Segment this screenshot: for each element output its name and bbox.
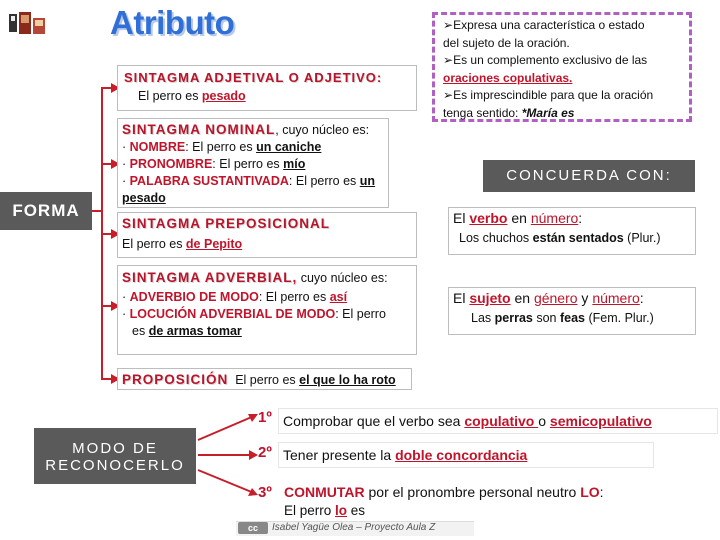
nominal-item: · NOMBRE: El perro es un caniche [122, 140, 322, 154]
definition-line: del sujeto de la oración. [443, 35, 570, 50]
preposicional-heading: SINTAGMA PREPOSICIONAL [122, 216, 331, 231]
modo-label: MODO DE RECONOCERLO [34, 428, 196, 484]
proposicion-box [117, 368, 412, 390]
preposicional-box [117, 212, 417, 258]
forma-label: FORMA [0, 192, 92, 230]
nominal-item-cont: pesado [122, 191, 166, 205]
adverbial-box [117, 265, 417, 355]
footer-credit: Isabel Yagüe Olea – Proyecto Aula Z [272, 522, 436, 533]
nominal-box [117, 118, 389, 208]
adverbial-item-cont: es de armas tomar [132, 324, 242, 338]
definition-line: oraciones copulativas. [443, 70, 573, 85]
step-1-text: Comprobar que el verbo sea copulativo o semicopulativo [283, 413, 652, 429]
definition-line: ➢Expresa una característica o estado [443, 18, 645, 32]
sujeto-rule: El sujeto en género y número: [453, 290, 644, 306]
step-2-number: 2º [258, 444, 272, 461]
verbo-example: Los chuchos están sentados (Plur.) [459, 231, 661, 245]
adjetival-heading: SINTAGMA ADJETIVAL O ADJETIVO: [124, 70, 383, 85]
preposicional-example: El perro es de Pepito [122, 237, 243, 251]
proposicion-row: PROPOSICIÓN El perro es el que lo ha roto [122, 372, 396, 387]
concuerda-label: CONCUERDA CON: [483, 160, 695, 192]
step-2-text: Tener presente la doble concordancia [283, 447, 528, 463]
nominal-item: · PRONOMBRE: El perro es mío [122, 157, 306, 171]
verbo-rule: El verbo en número: [453, 210, 583, 226]
step-1-box [278, 408, 718, 434]
step-3-example: El perro lo es [284, 503, 366, 518]
definition-line: ➢Es un complemento exclusivo de las [443, 53, 648, 67]
step-3-number: 3º [258, 484, 272, 501]
nominal-item: · PALABRA SUSTANTIVADA: El perro es un [122, 174, 376, 188]
page-title: Atributo [110, 4, 235, 41]
logo-icon [8, 10, 46, 36]
adverbial-item: · ADVERBIO DE MODO: El perro es así [122, 290, 348, 304]
definition-box [432, 12, 692, 122]
nominal-heading: SINTAGMA NOMINAL, cuyo núcleo es: [122, 122, 370, 137]
definition-line: tenga sentido: *María es [443, 105, 575, 120]
adverbial-heading: SINTAGMA ADVERBIAL, cuyo núcleo es: [122, 270, 388, 285]
definition-line: ➢Es imprescindible para que la oración [443, 88, 654, 102]
sujeto-box [448, 287, 696, 335]
verbo-box [448, 207, 696, 255]
step-1-number: 1º [258, 409, 272, 426]
step-3-text: CONMUTAR por el pronombre personal neutro LO: [284, 484, 604, 500]
adjetival-box [117, 65, 417, 111]
sujeto-example: Las perras son feas (Fem. Plur.) [471, 311, 654, 325]
license-badge: cc [238, 522, 268, 534]
adverbial-item: · LOCUCIÓN ADVERBIAL DE MODO: El perro [122, 307, 386, 321]
step-2-box [278, 442, 654, 468]
adjetival-example: El perro es pesado [138, 89, 246, 103]
